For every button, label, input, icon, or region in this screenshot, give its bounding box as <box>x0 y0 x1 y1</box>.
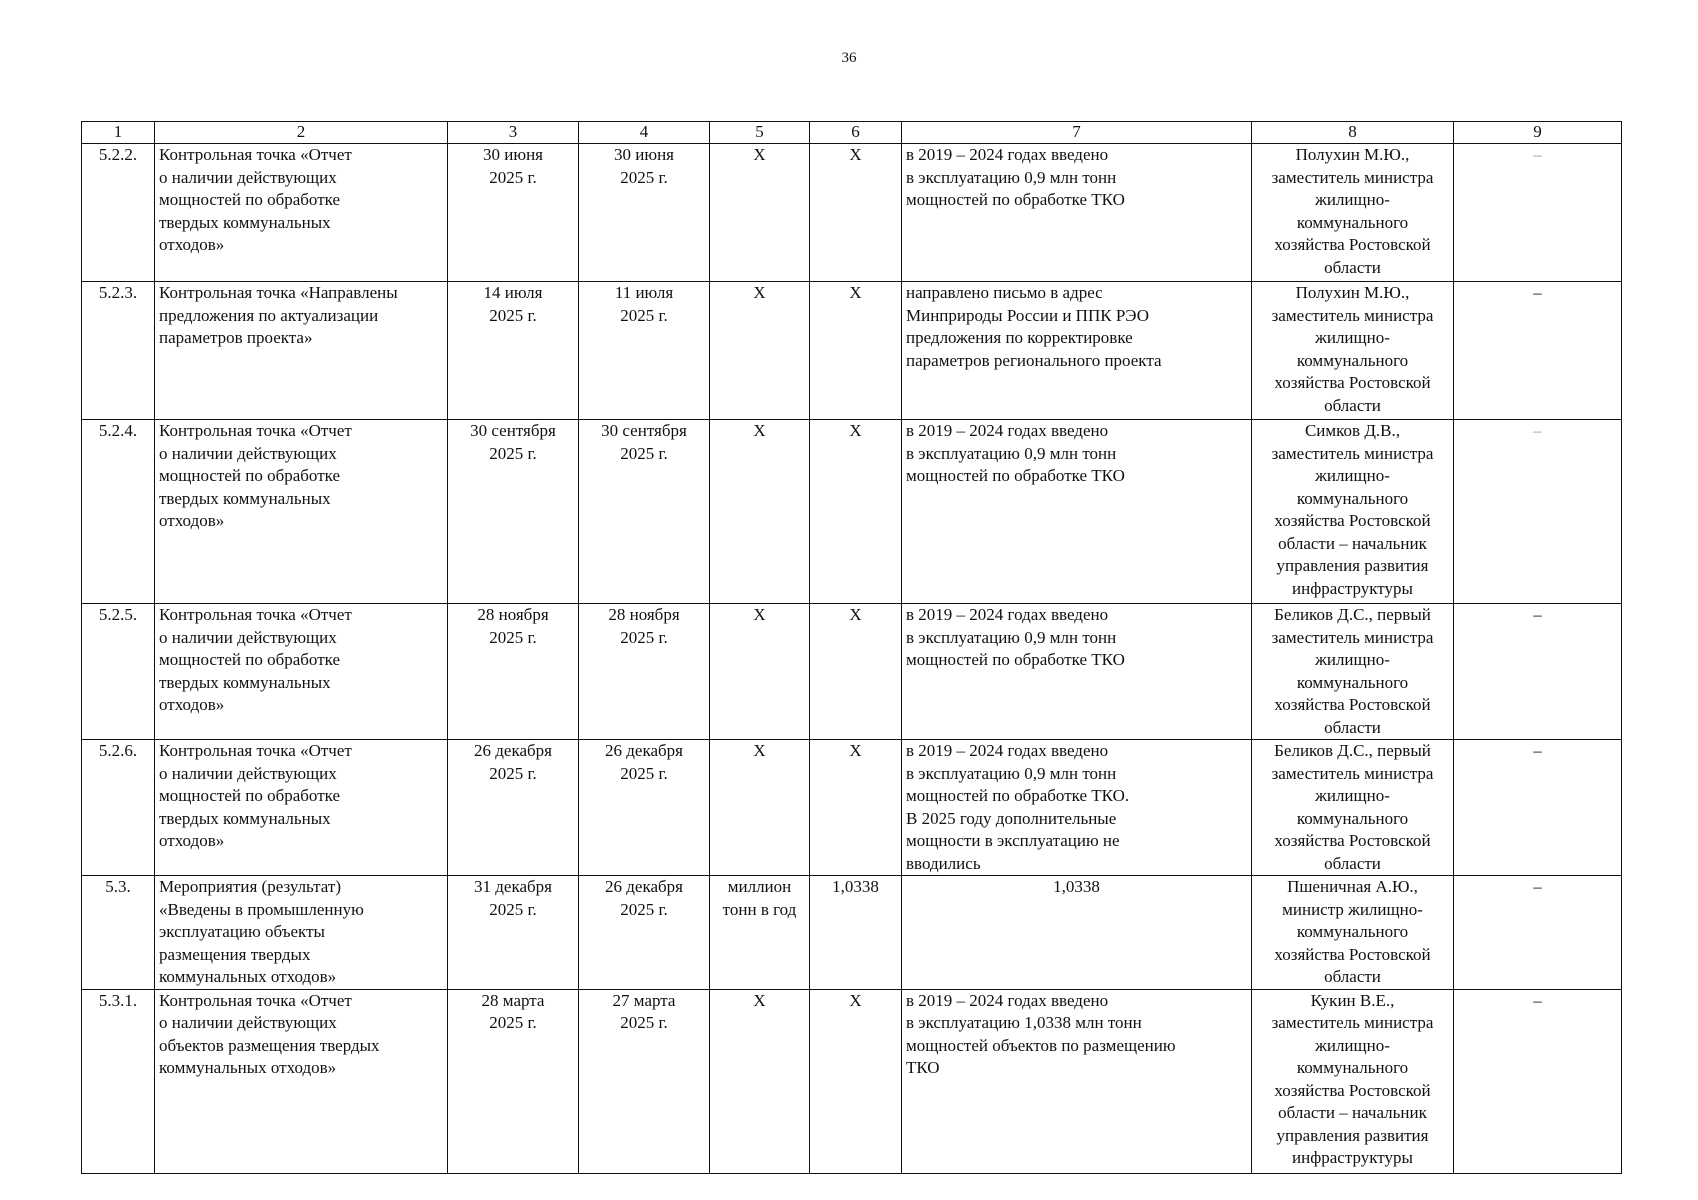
row-unit: миллион тонн в год <box>710 876 810 990</box>
row-name: Контрольная точка «Отчет о наличии действующих мощностей по обработке твердых коммунальных отходов» <box>155 144 448 282</box>
row-number: 5.2.6. <box>82 740 155 876</box>
row-plan-date: 28 марта 2025 г. <box>448 989 579 1173</box>
row-number: 5.3.1. <box>82 989 155 1173</box>
row-responsible: Беликов Д.С., первый заместитель министра жилищно- коммунального хозяйства Ростовской области <box>1252 604 1454 740</box>
row-plan-date: 31 декабря 2025 г. <box>448 876 579 990</box>
row-responsible: Полухин М.Ю., заместитель министра жилищно- коммунального хозяйства Ростовской области <box>1252 282 1454 420</box>
row-fact-date: 30 сентября 2025 г. <box>579 420 710 604</box>
row-plan-date: 26 декабря 2025 г. <box>448 740 579 876</box>
row-plan-date: 28 ноября 2025 г. <box>448 604 579 740</box>
row-responsible: Пшеничная А.Ю., министр жилищно- коммунального хозяйства Ростовской области <box>1252 876 1454 990</box>
column-header: 9 <box>1454 122 1622 144</box>
row-unit: Х <box>710 604 810 740</box>
report-table <box>81 121 1622 1174</box>
row-number: 5.2.4. <box>82 420 155 604</box>
row-responsible: Беликов Д.С., первый заместитель министра жилищно- коммунального хозяйства Ростовской области <box>1252 740 1454 876</box>
row-info: в 2019 – 2024 годах введено в эксплуатацию 0,9 млн тонн мощностей по обработке ТКО <box>902 144 1252 282</box>
row-value: Х <box>810 989 902 1173</box>
row-value: Х <box>810 420 902 604</box>
row-unit: Х <box>710 989 810 1173</box>
row-name: Контрольная точка «Отчет о наличии действующих мощностей по обработке твердых коммунальных отходов» <box>155 420 448 604</box>
row-name: Контрольная точка «Отчет о наличии действующих мощностей по обработке твердых коммунальных отходов» <box>155 740 448 876</box>
header-row <box>82 122 1622 144</box>
page-number: 36 <box>841 50 857 66</box>
row-responsible: Кукин В.Е., заместитель министра жилищно- коммунального хозяйства Ростовской области – начальник управления развития инфраструктуры <box>1252 989 1454 1173</box>
row-info: направлено письмо в адрес Минприроды России и ППК РЭО предложения по корректировке параметров регионального проекта <box>902 282 1252 420</box>
row-unit: Х <box>710 420 810 604</box>
row-info: в 2019 – 2024 годах введено в эксплуатацию 0,9 млн тонн мощностей по обработке ТКО <box>902 604 1252 740</box>
row-note: – <box>1454 420 1622 604</box>
row-plan-date: 14 июля 2025 г. <box>448 282 579 420</box>
column-header: 7 <box>902 122 1252 144</box>
row-info: 1,0338 <box>902 876 1252 990</box>
column-header: 4 <box>579 122 710 144</box>
row-fact-date: 30 июня 2025 г. <box>579 144 710 282</box>
row-responsible: Полухин М.Ю., заместитель министра жилищно- коммунального хозяйства Ростовской области <box>1252 144 1454 282</box>
row-note: – <box>1454 876 1622 990</box>
row-value: Х <box>810 604 902 740</box>
row-number: 5.2.3. <box>82 282 155 420</box>
row-unit: Х <box>710 144 810 282</box>
row-note: – <box>1454 604 1622 740</box>
row-info: в 2019 – 2024 годах введено в эксплуатацию 1,0338 млн тонн мощностей объектов по размещению ТКО <box>902 989 1252 1173</box>
row-name: Контрольная точка «Отчет о наличии действующих мощностей по обработке твердых коммунальных отходов» <box>155 604 448 740</box>
column-header: 6 <box>810 122 902 144</box>
table-row <box>82 282 1622 420</box>
row-number: 5.2.2. <box>82 144 155 282</box>
table-row <box>82 604 1622 740</box>
row-plan-date: 30 июня 2025 г. <box>448 144 579 282</box>
row-unit: Х <box>710 282 810 420</box>
column-header: 1 <box>82 122 155 144</box>
column-header: 8 <box>1252 122 1454 144</box>
row-responsible: Симков Д.В., заместитель министра жилищно- коммунального хозяйства Ростовской области – начальник управления развития инфраструктуры <box>1252 420 1454 604</box>
table-row <box>82 740 1622 876</box>
row-info: в 2019 – 2024 годах введено в эксплуатацию 0,9 млн тонн мощностей по обработке ТКО <box>902 420 1252 604</box>
row-value: Х <box>810 740 902 876</box>
row-note: – <box>1454 144 1622 282</box>
row-note: – <box>1454 989 1622 1173</box>
table-row <box>82 876 1622 990</box>
table-row <box>82 989 1622 1173</box>
row-name: Контрольная точка «Отчет о наличии действующих объектов размещения твердых коммунальных отходов» <box>155 989 448 1173</box>
row-name: Контрольная точка «Направлены предложения по актуализации параметров проекта» <box>155 282 448 420</box>
row-number: 5.2.5. <box>82 604 155 740</box>
column-header: 2 <box>155 122 448 144</box>
row-note: – <box>1454 282 1622 420</box>
row-number: 5.3. <box>82 876 155 990</box>
row-name: Мероприятия (результат) «Введены в промышленную эксплуатацию объекты размещения твердых коммунальных отходов» <box>155 876 448 990</box>
column-header: 5 <box>710 122 810 144</box>
row-value: Х <box>810 282 902 420</box>
row-fact-date: 27 марта 2025 г. <box>579 989 710 1173</box>
row-fact-date: 26 декабря 2025 г. <box>579 740 710 876</box>
row-note: – <box>1454 740 1622 876</box>
column-header: 3 <box>448 122 579 144</box>
row-fact-date: 28 ноября 2025 г. <box>579 604 710 740</box>
row-unit: Х <box>710 740 810 876</box>
row-info: в 2019 – 2024 годах введено в эксплуатацию 0,9 млн тонн мощностей по обработке ТКО. В 2025 году дополнительные мощности в эксплуатацию не вводились <box>902 740 1252 876</box>
row-fact-date: 11 июля 2025 г. <box>579 282 710 420</box>
row-fact-date: 26 декабря 2025 г. <box>579 876 710 990</box>
row-value: Х <box>810 144 902 282</box>
row-plan-date: 30 сентября 2025 г. <box>448 420 579 604</box>
table-row <box>82 420 1622 604</box>
table-row <box>82 144 1622 282</box>
row-value: 1,0338 <box>810 876 902 990</box>
